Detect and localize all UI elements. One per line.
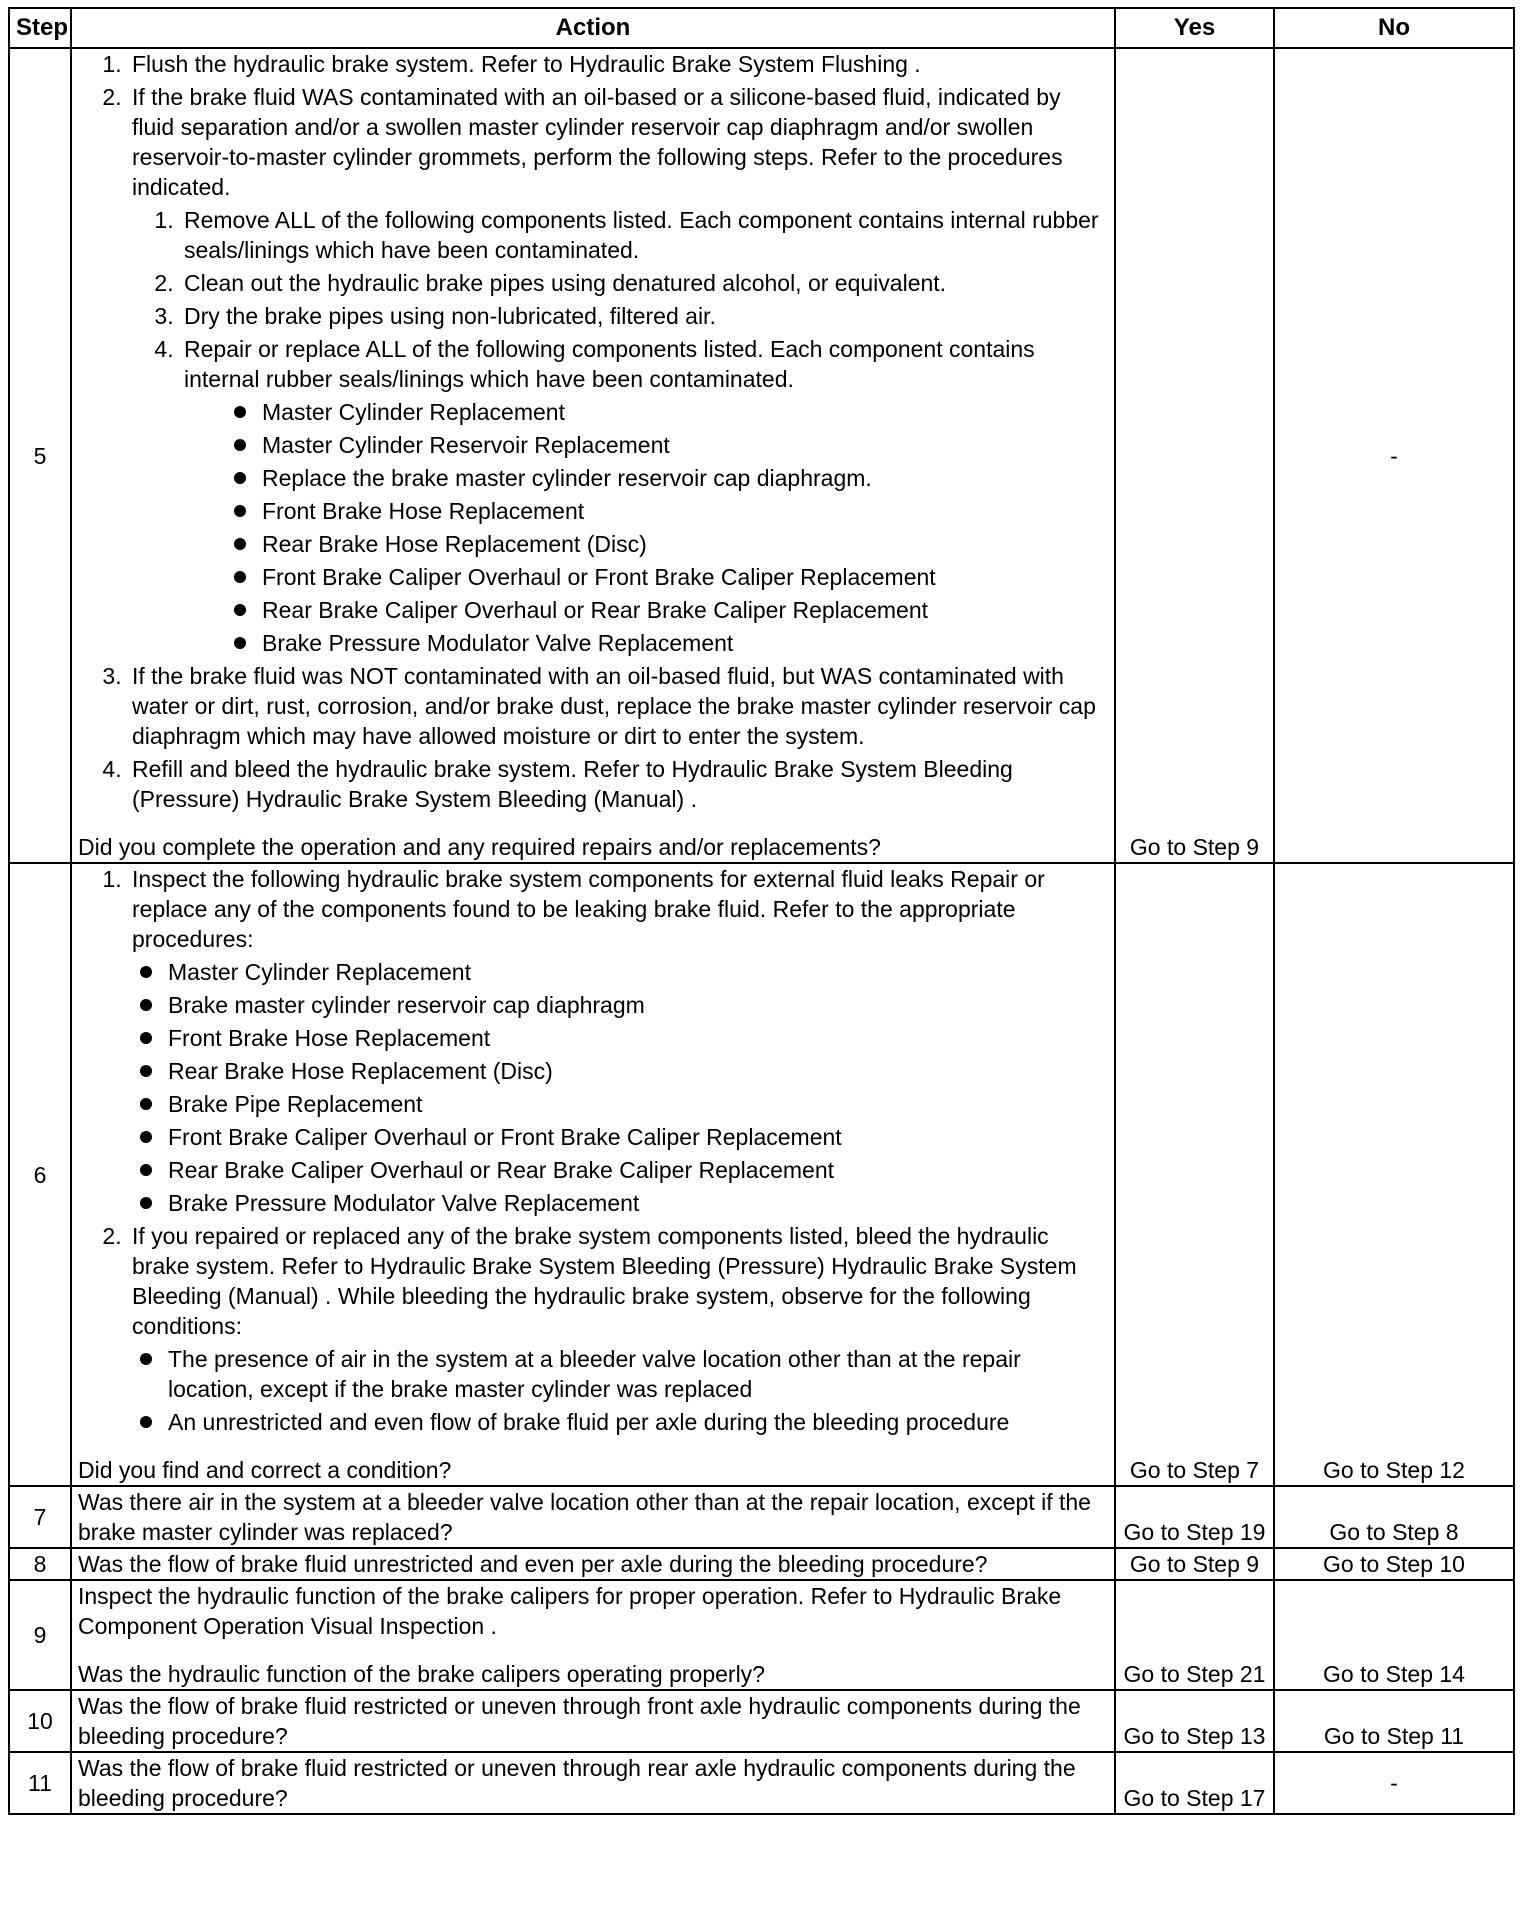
table-row-step-5 <box>9 48 1514 863</box>
bullet-item: Front Brake Hose Replacement <box>232 496 1108 526</box>
bullet-item: An unrestricted and even flow of brake fluid per axle during the bleeding procedure <box>138 1407 1108 1437</box>
numbered-list <box>78 864 1108 1437</box>
yes-cell: Go to Step 7 <box>1115 863 1274 1486</box>
no-cell: Go to Step 11 <box>1274 1690 1514 1752</box>
table-row-step-6 <box>9 863 1514 1486</box>
table-row-step-11 <box>9 1752 1514 1814</box>
bullet-item: Master Cylinder Reservoir Replacement <box>232 430 1108 460</box>
question-text: Did you complete the operation and any required repairs and/or replacements? <box>78 834 881 860</box>
no-cell: Go to Step 14 <box>1274 1580 1514 1690</box>
sub-list-item: 2. Clean out the hydraulic brake pipes using denatured alcohol, or equivalent. <box>180 268 1108 298</box>
yes-cell: Go to Step 19 <box>1115 1486 1274 1548</box>
action-cell <box>71 48 1115 863</box>
bullet-list <box>132 957 1108 1218</box>
step-number: 7 <box>9 1486 71 1548</box>
action-cell: Was there air in the system at a bleeder valve location other than at the repair location, except if the brake master cylinder was replaced? <box>71 1486 1115 1548</box>
bullet-list <box>132 1344 1108 1437</box>
bullet-item: Front Brake Caliper Overhaul or Front Brake Caliper Replacement <box>138 1122 1108 1152</box>
bullet-item: Rear Brake Caliper Overhaul or Rear Brake Caliper Replacement <box>138 1155 1108 1185</box>
bullet-item: The presence of air in the system at a bleeder valve location other than at the repair location, except if the brake master cylinder was replaced <box>138 1344 1108 1404</box>
header-no: No <box>1274 8 1514 48</box>
list-item: 1. Flush the hydraulic brake system. Refer to Hydraulic Brake System Flushing . <box>128 49 1108 79</box>
table-row-step-7 <box>9 1486 1514 1548</box>
step-number: 11 <box>9 1752 71 1814</box>
table-row-step-9 <box>9 1580 1514 1690</box>
bullet-item: Brake Pressure Modulator Valve Replacement <box>232 628 1108 658</box>
bullet-item: Rear Brake Hose Replacement (Disc) <box>232 529 1108 559</box>
header-action: Action <box>71 8 1115 48</box>
header-step: Step <box>9 8 71 48</box>
bullet-item: Brake master cylinder reservoir cap diaphragm <box>138 990 1108 1020</box>
bullet-item: Front Brake Caliper Overhaul or Front Brake Caliper Replacement <box>232 562 1108 592</box>
table-row-step-8 <box>9 1548 1514 1580</box>
sub-list-item: 1. Remove ALL of the following components listed. Each component contains internal rubber seals/linings which have been contaminated. <box>180 205 1108 265</box>
yes-cell: Go to Step 21 <box>1115 1580 1274 1690</box>
no-cell: Go to Step 10 <box>1274 1548 1514 1580</box>
list-item: 3. If the brake fluid was NOT contaminated with an oil-based fluid, but WAS contaminated with water or dirt, rust, corrosion, and/or brake dust, replace the brake master cylinder reservoir cap diaphragm which may have allowed moisture or dirt to enter the system. <box>128 661 1108 751</box>
bullet-item: Replace the brake master cylinder reservoir cap diaphragm. <box>232 463 1108 493</box>
bullet-item: Master Cylinder Replacement <box>138 957 1108 987</box>
action-cell <box>71 1580 1115 1690</box>
step-number: 10 <box>9 1690 71 1752</box>
list-item: 2. If the brake fluid WAS contaminated with an oil-based or a silicone-based fluid, indicated by fluid separation and/or a swollen master cylinder reservoir cap diaphragm and/or swollen reservoir-to-master cylinder grommets, perform the following steps. Refer to the procedures indicated. 1. Remove ALL of the following components listed. Each component contains internal rubber seals/linings which have been contaminated. 2. Clean out the hydraulic brake pipes using denatured alcohol, or equivalent. 3. Dry the brake pipes using non-lubricated, filtered air. 4. Repair or replace ALL of the following components listed. Each component contains internal rubber seals/linings which have been contaminated. Master Cylinder Replacement Master Cylinder Reservoir Replacement Replace the brake master cylinder reservoir cap diaphragm. Front Brake Hose Replacement Rear Brake Hose Replacement (Disc) Front Brake Caliper Overhaul or Front Brake Caliper Replacement Rear Brake Caliper Overhaul or Rear Brake Caliper Replacement Brake Pressure Modulator Valve Replacement <box>128 82 1108 658</box>
action-cell: Was the flow of brake fluid unrestricted and even per axle during the bleeding procedure? <box>71 1548 1115 1580</box>
yes-cell: Go to Step 17 <box>1115 1752 1274 1814</box>
list-item: 4. Refill and bleed the hydraulic brake system. Refer to Hydraulic Brake System Bleeding (Pressure) Hydraulic Brake System Bleeding (Manual) . <box>128 754 1108 814</box>
table-row-step-10 <box>9 1690 1514 1752</box>
sub-list-item: 4. Repair or replace ALL of the following components listed. Each component contains internal rubber seals/linings which have been contaminated. Master Cylinder Replacement Master Cylinder Reservoir Replacement Replace the brake master cylinder reservoir cap diaphragm. Front Brake Hose Replacement Rear Brake Hose Replacement (Disc) Front Brake Caliper Overhaul or Front Brake Caliper Replacement Rear Brake Caliper Overhaul or Rear Brake Caliper Replacement Brake Pressure Modulator Valve Replacement <box>180 334 1108 658</box>
bullet-list <box>184 397 1108 658</box>
action-cell: Was the flow of brake fluid restricted or uneven through front axle hydraulic components during the bleeding procedure? <box>71 1690 1115 1752</box>
question-text: Was the hydraulic function of the brake calipers operating properly? <box>78 1661 765 1687</box>
header-row <box>9 8 1514 48</box>
list-item: 1. Inspect the following hydraulic brake system components for external fluid leaks Repair or replace any of the components found to be leaking brake fluid. Refer to the appropriate procedures: Master Cylinder Replacement Brake master cylinder reservoir cap diaphragm Front Brake Hose Replacement Rear Brake Hose Replacement (Disc) Brake Pipe Replacement Front Brake Caliper Overhaul or Front Brake Caliper Replacement Rear Brake Caliper Overhaul or Rear Brake Caliper Replacement Brake Pressure Modulator Valve Replacement <box>128 864 1108 1218</box>
step-number: 9 <box>9 1580 71 1690</box>
question-text: Did you find and correct a condition? <box>78 1457 452 1483</box>
sub-list-item: 3. Dry the brake pipes using non-lubricated, filtered air. <box>180 301 1108 331</box>
bullet-item: Rear Brake Caliper Overhaul or Rear Brake Caliper Replacement <box>232 595 1108 625</box>
yes-cell: Go to Step 9 <box>1115 1548 1274 1580</box>
instruction-text: Inspect the hydraulic function of the brake calipers for proper operation. Refer to Hydraulic Brake Component Operation Visual Inspection . <box>78 1583 1062 1639</box>
step-number: 8 <box>9 1548 71 1580</box>
action-cell: Was the flow of brake fluid restricted or uneven through rear axle hydraulic components during the bleeding procedure? <box>71 1752 1115 1814</box>
list-item: 2. If you repaired or replaced any of the brake system components listed, bleed the hydraulic brake system. Refer to Hydraulic Brake System Bleeding (Pressure) Hydraulic Brake System Bleeding (Manual) . While bleeding the hydraulic brake system, observe for the following conditions: The presence of air in the system at a bleeder valve location other than at the repair location, except if the brake master cylinder was replaced An unrestricted and even flow of brake fluid per axle during the bleeding procedure <box>128 1221 1108 1437</box>
no-cell: Go to Step 12 <box>1274 863 1514 1486</box>
no-cell: - <box>1274 1752 1514 1814</box>
step-number: 5 <box>9 48 71 863</box>
numbered-list <box>78 49 1108 814</box>
bullet-item: Front Brake Hose Replacement <box>138 1023 1108 1053</box>
bullet-item: Brake Pipe Replacement <box>138 1089 1108 1119</box>
diagnostic-table <box>8 7 1515 1815</box>
bullet-item: Master Cylinder Replacement <box>232 397 1108 427</box>
yes-cell: Go to Step 13 <box>1115 1690 1274 1752</box>
yes-cell: Go to Step 9 <box>1115 48 1274 863</box>
bullet-item: Brake Pressure Modulator Valve Replacement <box>138 1188 1108 1218</box>
no-cell: Go to Step 8 <box>1274 1486 1514 1548</box>
header-yes: Yes <box>1115 8 1274 48</box>
bullet-item: Rear Brake Hose Replacement (Disc) <box>138 1056 1108 1086</box>
action-cell <box>71 863 1115 1486</box>
no-cell: - <box>1274 48 1514 863</box>
step-number: 6 <box>9 863 71 1486</box>
sub-list <box>132 205 1108 658</box>
